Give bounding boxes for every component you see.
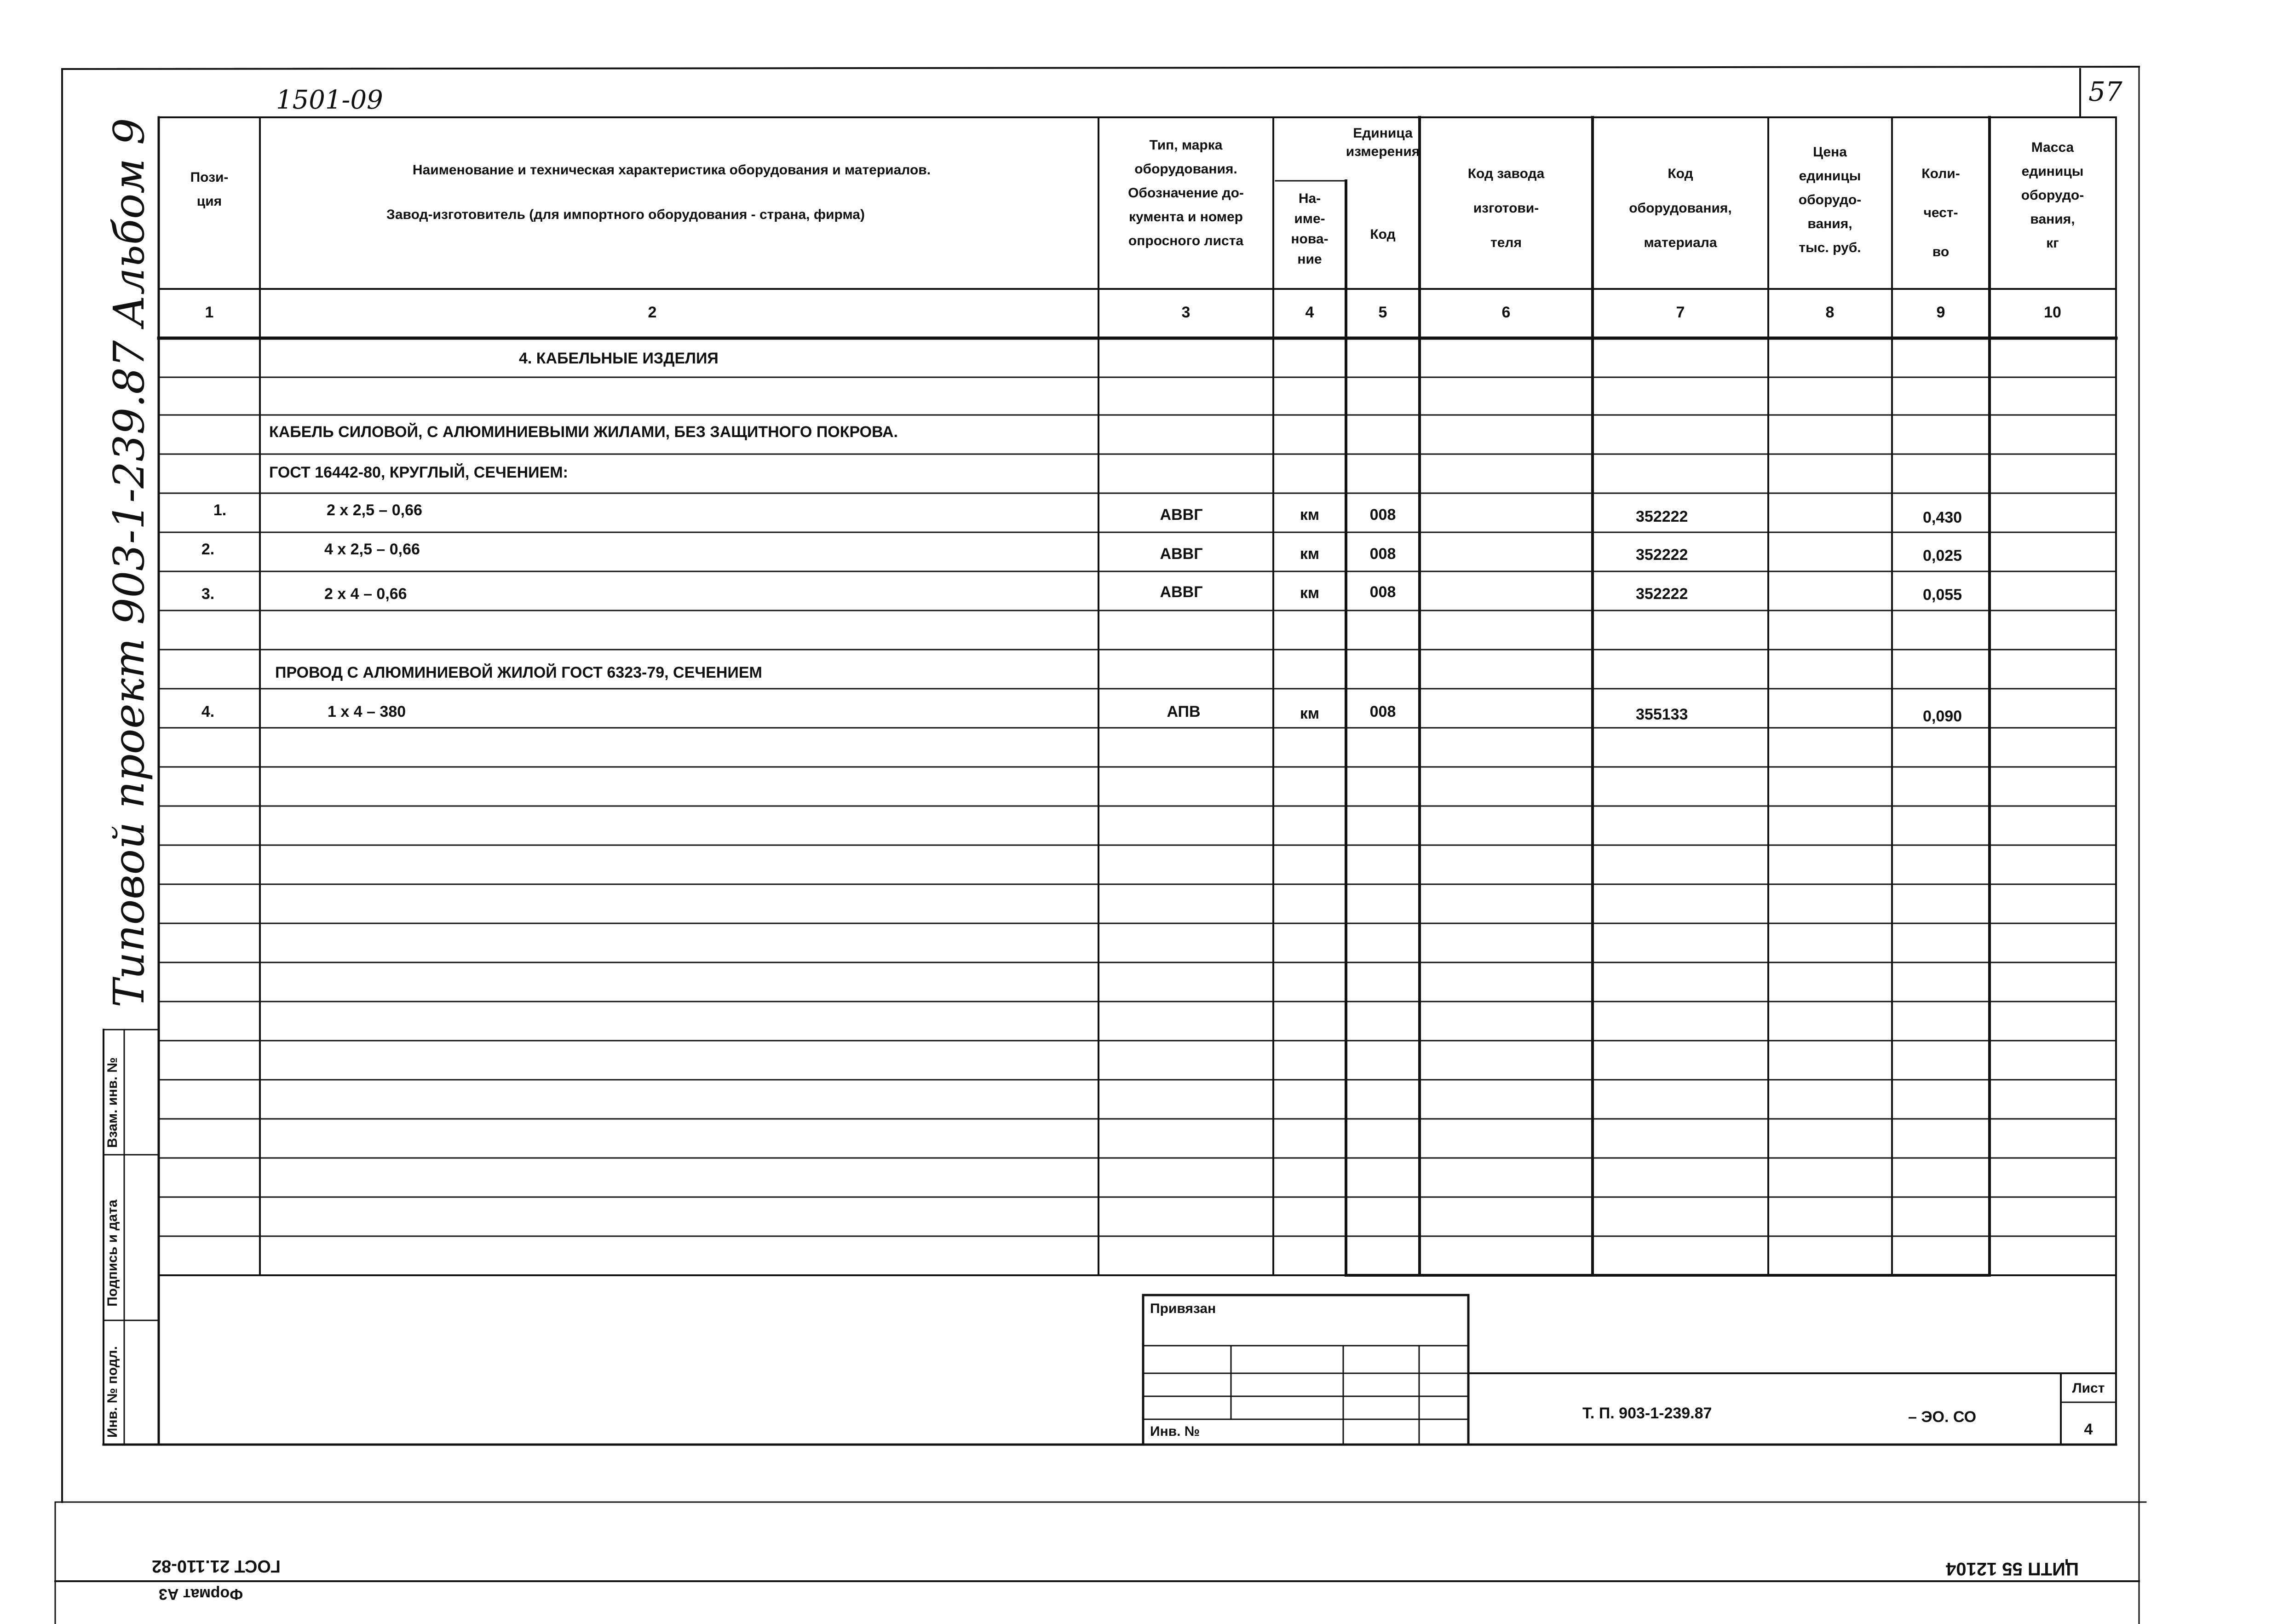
col-num-1: 1 bbox=[205, 304, 214, 321]
stamp-signature-date: Подпись и дата bbox=[105, 1199, 120, 1307]
header-quantity: Коли- чест- во bbox=[1921, 166, 1960, 259]
item-unit-code: 008 bbox=[1369, 583, 1396, 601]
footer-format: Формат А3 bbox=[159, 1585, 243, 1603]
header-name-line1: Наименование и техническая характеристика оборудования и материалов. bbox=[412, 162, 931, 178]
item-unit: км bbox=[1300, 705, 1320, 722]
cable-description-line1: КАБЕЛЬ СИЛОВОЙ, С АЛЮМИНИЕВЫМИ ЖИЛАМИ, БЕЗ ЗАЩИТНОГО ПОКРОВА. bbox=[269, 423, 898, 441]
stamp-original-inventory: Инв. № подл. bbox=[105, 1346, 120, 1438]
header-type: Тип, марка оборудования. Обозначение до- кумента и номер опросного листа bbox=[1128, 138, 1244, 248]
item-quantity: 0,025 bbox=[1923, 547, 1962, 564]
footer-printer: ЦИТП 55 12104 bbox=[1946, 1559, 2079, 1579]
col-num-7: 7 bbox=[1676, 304, 1685, 321]
item-quantity: 0,055 bbox=[1923, 586, 1962, 604]
item-type: АВВГ bbox=[1160, 545, 1203, 563]
page-number: 57 bbox=[2088, 76, 2122, 107]
col-num-9: 9 bbox=[1936, 304, 1945, 321]
title-block-inventory: Инв. № bbox=[1150, 1424, 1200, 1439]
item-name: 1 х 4 – 380 bbox=[328, 703, 406, 720]
item-unit: км bbox=[1300, 584, 1320, 602]
item-unit: км bbox=[1300, 545, 1320, 563]
document-designation: Т. П. 903-1-239.87 bbox=[1582, 1405, 1712, 1422]
album-caption: Типовой проект 903-1-239.87 Альбом 9 bbox=[104, 118, 154, 1008]
item-name: 4 х 2,5 – 0,66 bbox=[324, 541, 420, 558]
item-position: 1. bbox=[213, 501, 227, 519]
item-unit-code: 008 bbox=[1369, 545, 1396, 563]
col-num-10: 10 bbox=[2044, 304, 2061, 321]
header-unit-name: На- име- нова- ние bbox=[1291, 191, 1329, 267]
header-plant-code: Код завода изготови- теля bbox=[1467, 166, 1545, 250]
item-name: 2 х 2,5 – 0,66 bbox=[327, 501, 422, 519]
footer-standard: ГОСТ 21.110-82 bbox=[152, 1556, 281, 1576]
header-name-line2: Завод-изготовитель (для импортного оборудования - страна, фирма) bbox=[386, 207, 865, 222]
item-equipment-code: 355133 bbox=[1636, 706, 1688, 723]
item-unit: км bbox=[1300, 506, 1320, 524]
item-position: 2. bbox=[201, 541, 215, 558]
item-equipment-code: 352222 bbox=[1636, 508, 1688, 525]
header-unit-price: Цена единицы оборудо- вания, тыс. руб. bbox=[1798, 144, 1862, 255]
item-quantity: 0,430 bbox=[1923, 509, 1962, 526]
item-position: 4. bbox=[201, 703, 215, 720]
col-num-4: 4 bbox=[1305, 304, 1314, 321]
sheet-label: Лист bbox=[2072, 1381, 2105, 1396]
item-name: 2 х 4 – 0,66 bbox=[324, 585, 407, 603]
header-equipment-code: Код оборудования, материала bbox=[1629, 166, 1732, 250]
stamp-swap-inventory: Взам. инв. № bbox=[105, 1057, 120, 1148]
header-position: Пози- ция bbox=[190, 170, 229, 209]
section-title: 4. КАБЕЛЬНЫЕ ИЗДЕЛИЯ bbox=[519, 350, 719, 367]
item-unit-code: 008 bbox=[1369, 703, 1396, 720]
item-type: АВВГ bbox=[1160, 583, 1203, 601]
header-unit-code: Код bbox=[1370, 227, 1396, 242]
item-type: АПВ bbox=[1167, 703, 1201, 720]
item-unit-code: 008 bbox=[1369, 506, 1396, 524]
col-num-8: 8 bbox=[1825, 304, 1835, 321]
drawing-number: 1501-09 bbox=[276, 85, 383, 115]
title-block-bound: Привязан bbox=[1150, 1301, 1216, 1316]
item-equipment-code: 352222 bbox=[1636, 546, 1688, 564]
col-num-5: 5 bbox=[1378, 304, 1387, 321]
col-num-3: 3 bbox=[1181, 304, 1191, 321]
item-position: 3. bbox=[201, 585, 215, 603]
header-unit-group: Единица измерения bbox=[1346, 126, 1420, 159]
wire-description: ПРОВОД С АЛЮМИНИЕВОЙ ЖИЛОЙ ГОСТ 6323-79, СЕЧЕНИЕМ bbox=[275, 664, 762, 681]
cable-description-line2: ГОСТ 16442-80, КРУГЛЫЙ, СЕЧЕНИЕМ: bbox=[269, 464, 568, 481]
header-unit-mass: Масса единицы оборудо- вания, кг bbox=[2021, 140, 2084, 251]
item-type: АВВГ bbox=[1160, 506, 1203, 524]
item-equipment-code: 352222 bbox=[1636, 585, 1688, 603]
item-quantity: 0,090 bbox=[1923, 708, 1962, 725]
col-num-2: 2 bbox=[648, 304, 657, 321]
sheet-number: 4 bbox=[2084, 1421, 2093, 1438]
document-suffix: – ЭО. СО bbox=[1908, 1408, 1977, 1426]
col-num-6: 6 bbox=[1501, 304, 1511, 321]
